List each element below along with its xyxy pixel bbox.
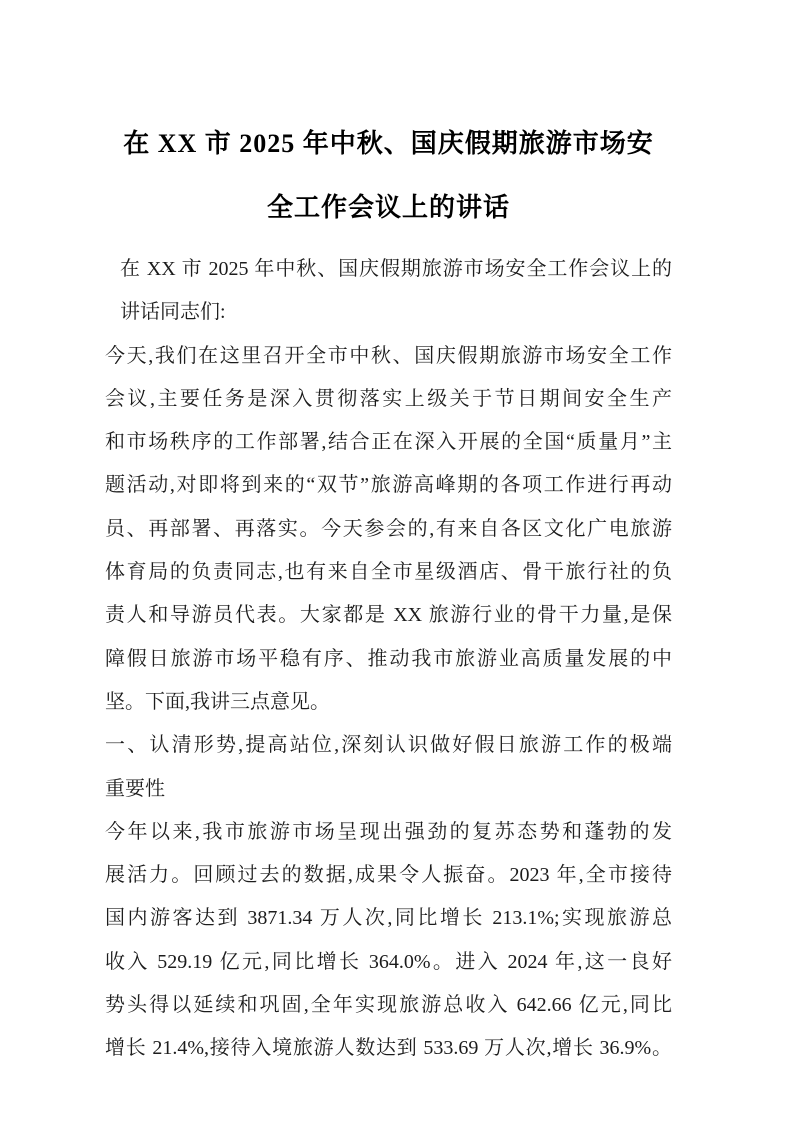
text-line: 会议,主要任务是深入贯彻落实上级关于节日期间安全生产: [105, 387, 672, 410]
text-line: 收入 529.19 亿元,同比增长 364.0%。进入 2024 年,这一良好: [105, 950, 672, 973]
text-line: 国内游客达到 3871.34 万人次,同比增长 213.1%;实现旅游总: [105, 907, 672, 930]
paragraph: [105, 248, 672, 335]
text-line: 责人和导游员代表。大家都是 XX 旅游行业的骨干力量,是保: [105, 604, 672, 627]
document-title: [0, 0, 793, 240]
text-line: 坚。下面,我讲三点意见。: [105, 690, 330, 713]
text-line: 今天,我们在这里召开全市中秋、国庆假期旅游市场安全工作: [105, 344, 672, 367]
title-line: 在 XX 市 2025 年中秋、国庆假期旅游市场安: [123, 129, 654, 158]
text-line: 员、再部署、再落实。今天参会的,有来自各区文化广电旅游: [105, 517, 672, 540]
text-line: 和市场秩序的工作部署,结合正在深入开展的全国“质量月”主: [105, 431, 672, 454]
title-line: 全工作会议上的讲话: [266, 193, 510, 222]
paragraph: [105, 724, 672, 811]
text-line: 障假日旅游市场平稳有序、推动我市旅游业高质量发展的中: [105, 647, 672, 670]
text-line: 重要性: [105, 777, 165, 800]
paragraph: [105, 335, 672, 725]
text-line: 今年以来,我市旅游市场呈现出强劲的复苏态势和蓬勃的发: [105, 820, 672, 843]
text-line: 体育局的负责同志,也有来自全市星级酒店、骨干旅行社的负: [105, 561, 672, 584]
text-line: 题活动,对即将到来的“双节”旅游高峰期的各项工作进行再动: [105, 474, 672, 497]
text-line: 展活力。回顾过去的数据,成果令人振奋。2023 年,全市接待: [105, 864, 672, 887]
text-line: 增长 21.4%,接待入境旅游人数达到 533.69 万人次,增长 36.9%。: [105, 1037, 672, 1060]
paragraph: [105, 811, 672, 1071]
text-line: 在 XX 市 2025 年中秋、国庆假期旅游市场安全工作会议上的: [120, 258, 672, 280]
text-line: 讲话同志们:: [120, 301, 226, 324]
text-line: 一、认清形势,提高站位,深刻认识做好假日旅游工作的极端: [105, 734, 672, 757]
document-body: [105, 248, 672, 1071]
text-line: 势头得以延续和巩固,全年实现旅游总收入 642.66 亿元,同比: [105, 994, 672, 1017]
